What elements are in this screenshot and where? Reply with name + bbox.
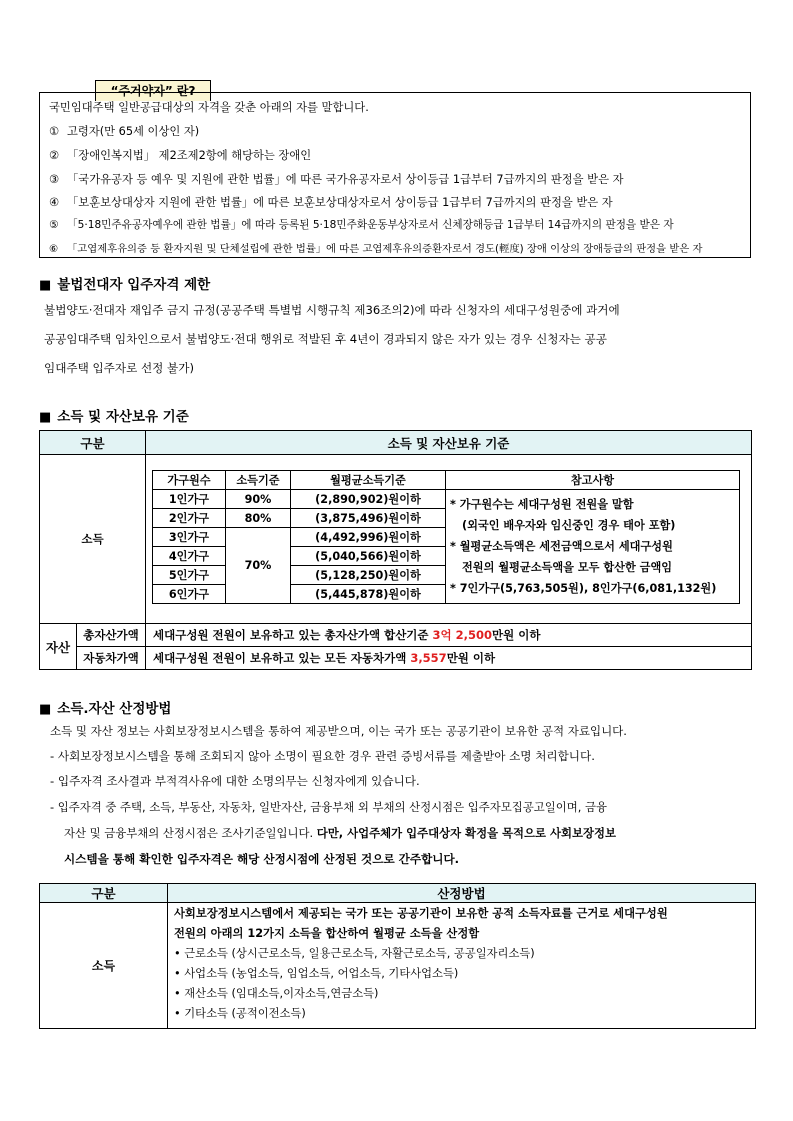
residence-intro: 국민임대주택 일반공급대상의 자격을 갖춘 아래의 자를 말합니다.: [49, 101, 369, 114]
illegal-line: 임대주택 입주자로 선정 불가): [44, 361, 194, 375]
household-size: 5인가구: [153, 566, 226, 585]
household-size: 1인가구: [153, 490, 226, 509]
income-rate: 70%: [226, 528, 291, 604]
income-amount: (5,040,566)원이하: [291, 547, 446, 566]
note-line: * 7인가구(5,763,505원), 8인가구(6,081,132원): [450, 582, 717, 595]
illegal-line: 불법양도·전대자 재입주 금지 규정(공공주택 특별법 시행규칙 제36조의2)에 따라 신청자의 세대구성원중에 과거에: [44, 303, 620, 317]
total-asset-value: 세대구성원 전원이 보유하고 있는 총자산가액 합산기준 3억 2,500만원 이하: [146, 624, 752, 647]
residence-item: ② 「장애인복지법」 제2조제2항에 해당하는 장애인: [49, 149, 312, 162]
residence-item: ① 고령자(만 65세 이상인 자): [49, 125, 200, 138]
note-line: 전원의 월평균소득액을 모두 합산한 금액임: [462, 561, 673, 574]
calc-method-cell: [168, 903, 756, 1029]
total-asset-label: 총자산가액: [77, 624, 146, 647]
residence-item: ⑤ 「5·18민주유공자예우에 관한 법률」에 따라 등록된 5·18민주화운동부상자로서 신체장해등급 1급부터 14급까지의 판정을 받은 자: [49, 219, 674, 231]
income-label: 소득: [40, 455, 146, 624]
income-amount: (5,445,878)원이하: [291, 585, 446, 604]
residence-item: ③ 「국가유공자 등 예우 및 지원에 관한 법률」에 따른 국가유공자로서 상이등급 1급부터 7급까지의 판정을 받은 자: [49, 173, 624, 186]
income-rate: 90%: [226, 490, 291, 509]
inner-header: 가구원수: [153, 471, 226, 490]
income-amount: (2,890,902)원이하: [291, 490, 446, 509]
car-asset-value: 세대구성원 전원이 보유하고 있는 모든 자동차가액 3,557만원 이하: [146, 647, 752, 670]
income-amount: (3,875,496)원이하: [291, 509, 446, 528]
note-line: * 월평균소득액은 세전금액으로서 세대구성원: [450, 540, 673, 553]
household-size: 4인가구: [153, 547, 226, 566]
section-criteria-title: ■ 소득 및 자산보유 기준: [39, 409, 189, 425]
inner-header: 소득기준: [226, 471, 291, 490]
method-line: 소득 및 자산 정보는 사회보장정보시스템을 통하여 제공받으며, 이는 국가 또는 공공기관이 보유한 공적 자료입니다.: [50, 724, 627, 738]
residence-definition-box: [39, 92, 751, 258]
asset-label: 자산: [40, 624, 77, 670]
income-amount: (4,492,996)원이하: [291, 528, 446, 547]
income-notes: [446, 490, 740, 604]
household-size: 6인가구: [153, 585, 226, 604]
criteria-header-category: 구분: [40, 431, 146, 455]
calc-bullet: • 재산소득 (임대소득,이자소득,연금소득): [174, 987, 379, 1000]
calc-header-method: 산정방법: [168, 884, 756, 903]
income-standard-table: [152, 470, 740, 604]
calc-bullet: • 근로소득 (상시근로소득, 일용근로소득, 자활근로소득, 공공일자리소득): [174, 947, 535, 960]
household-size: 3인가구: [153, 528, 226, 547]
method-line: 시스템을 통해 확인한 입주자격은 해당 산정시점에 산정된 것으로 간주합니다.: [64, 852, 460, 866]
calc-intro: 사회보장정보시스템에서 제공되는 국가 또는 공공기관이 보유한 공적 소득자료를 근거로 세대구성원: [174, 907, 668, 920]
illegal-line: 공공임대주택 임차인으로서 불법양도·전대 행위로 적발된 후 4년이 경과되지 않은 자가 있는 경우 신청자는 공공: [44, 332, 607, 346]
income-rate: 80%: [226, 509, 291, 528]
inner-header: 월평균소득기준: [291, 471, 446, 490]
section-illegal-title: ■ 불법전대자 입주자격 제한: [39, 277, 211, 293]
residence-item: ④ 「보훈보상대상자 지원에 관한 법률」에 따른 보훈보상대상자로서 상이등급 1급부터 7급까지의 판정을 받은 자: [49, 196, 613, 209]
method-line: - 입주자격 중 주택, 소득, 부동산, 자동차, 일반자산, 금융부채 외 부채의 산정시점은 입주자모집공고일이며, 금융: [50, 800, 608, 814]
residence-tag: “주거약자” 란?: [95, 80, 211, 101]
residence-item: ⑥ 「고엽제후유의증 등 환자지원 및 단체설립에 관한 법률」에 따른 고엽제후유의증환자로서 경도(輕度) 장애 이상의 장애등급의 판정을 받은 자: [49, 243, 703, 255]
method-line: 자산 및 금융부채의 산정시점은 조사기준일입니다. 다만, 사업주체가 입주대상자 확정을 목적으로 사회보장정보: [64, 826, 617, 840]
calc-bullet: • 기타소득 (공적이전소득): [174, 1007, 306, 1020]
criteria-header-standard: 소득 및 자산보유 기준: [146, 431, 752, 455]
note-line: (외국인 배우자와 임신중인 경우 태아 포함): [462, 519, 676, 532]
method-line: - 입주자격 조사결과 부적격사유에 대한 소명의무는 신청자에게 있습니다.: [50, 774, 420, 788]
income-amount: (5,128,250)원이하: [291, 566, 446, 585]
calc-table: [39, 883, 756, 1029]
calc-header-category: 구분: [40, 884, 168, 903]
calc-bullet: • 사업소득 (농업소득, 임업소득, 어업소득, 기타사업소득): [174, 967, 459, 980]
inner-header: 참고사항: [446, 471, 740, 490]
section-method-title: ■ 소득.자산 산정방법: [39, 701, 172, 717]
note-line: * 가구원수는 세대구성원 전원을 말함: [450, 498, 634, 511]
calc-row-label: 소득: [40, 903, 168, 1029]
method-line: - 사회보장정보시스템을 통해 조회되지 않아 소명이 필요한 경우 관련 증빙서류를 제출받아 소명 처리합니다.: [50, 749, 595, 763]
car-asset-label: 자동차가액: [77, 647, 146, 670]
household-size: 2인가구: [153, 509, 226, 528]
calc-intro: 전원의 아래의 12가지 소득을 합산하여 월평균 소득을 산정함: [174, 927, 480, 940]
